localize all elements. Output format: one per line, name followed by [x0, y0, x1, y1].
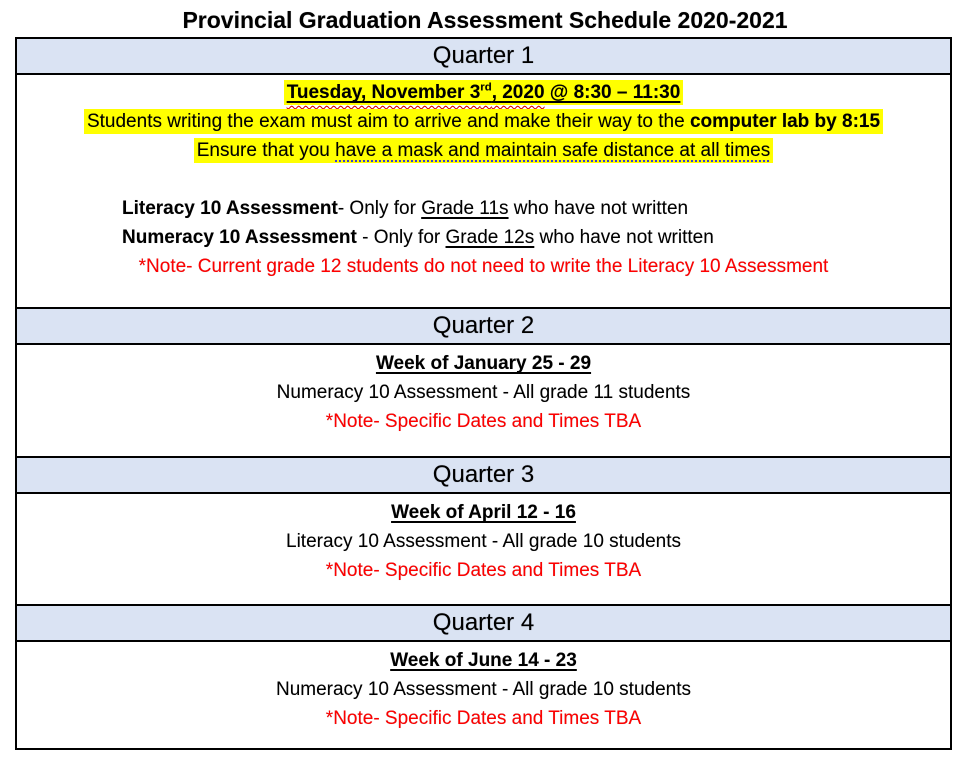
quarter-2-week: Week of January 25 - 29 [375, 353, 592, 374]
schedule-table [15, 37, 952, 750]
quarter-2-detail: Numeracy 10 Assessment - All grade 11 students [276, 382, 691, 403]
quarter-4-label: Quarter 4 [432, 609, 535, 636]
literacy-assessment-suffix: who have not written [508, 198, 689, 219]
exam-date-part1: Tuesday, November 3 [286, 82, 481, 103]
quarter-3-week: Week of April 12 - 16 [391, 502, 576, 523]
blank-line-spacer [17, 165, 950, 194]
quarter-4-week: Week of June 14 - 23 [390, 650, 577, 671]
quarter-2-header [17, 307, 950, 343]
mask-instruction-highlight [194, 138, 774, 163]
quarter-2-content [17, 343, 950, 456]
quarter-3-week-line [17, 498, 950, 527]
quarter-3-detail: Literacy 10 Assessment - All grade 10 students [286, 531, 681, 552]
exam-date-line [17, 78, 950, 107]
mask-instruction-line [17, 136, 950, 165]
literacy-assessment-grade: Grade 11s [421, 198, 509, 219]
literacy-assessment-mid: - Only for [337, 198, 422, 219]
numeracy-assessment-grade: Grade 12s [445, 227, 535, 248]
quarter-4-content [17, 640, 950, 748]
exam-date-highlight [284, 80, 684, 105]
assessment-list [17, 194, 950, 252]
page-title: Provincial Graduation Assessment Schedule 2020-2021 [182, 7, 788, 33]
arrival-instruction-bold: computer lab by 8:15 [689, 111, 881, 132]
quarter-1-label: Quarter 1 [432, 42, 535, 69]
mask-instruction-prefix: Ensure that you [196, 140, 336, 161]
numeracy-assessment-suffix: who have not written [534, 227, 714, 248]
quarter-2-note: *Note- Specific Dates and Times TBA [325, 411, 642, 432]
arrival-instruction-highlight [84, 109, 883, 134]
exam-date-ordinal: rd [480, 81, 492, 94]
numeracy-assessment-name: Numeracy 10 Assessment [122, 227, 357, 248]
numeracy-assessment-line [122, 223, 950, 252]
literacy-assessment-line [122, 194, 950, 223]
exam-date-spellcheck-part [287, 82, 545, 103]
quarter-1-header [17, 39, 950, 73]
arrival-instruction-text: Students writing the exam must aim to arrive and make their way to the [86, 111, 690, 132]
quarter-1-content [17, 73, 950, 307]
arrival-instruction-line [17, 107, 950, 136]
exam-date-part2: , 2020 [491, 82, 545, 103]
quarter-2-label: Quarter 2 [432, 312, 535, 339]
quarter-1-note: *Note- Current grade 12 students do not need to write the Literacy 10 Assessment [138, 256, 829, 277]
literacy-assessment-name: Literacy 10 Assessment [122, 198, 338, 219]
quarter-2-week-line [17, 349, 950, 378]
exam-date-time: @ 8:30 – 11:30 [544, 82, 681, 103]
quarter-3-note: *Note- Specific Dates and Times TBA [325, 560, 642, 581]
quarter-3-label: Quarter 3 [432, 461, 535, 488]
quarter-3-content [17, 492, 950, 604]
quarter-4-detail: Numeracy 10 Assessment - All grade 10 students [275, 679, 692, 700]
quarter-3-header [17, 456, 950, 492]
quarter-4-note: *Note- Specific Dates and Times TBA [325, 708, 642, 729]
quarter-4-header [17, 604, 950, 640]
quarter-4-week-line [17, 646, 950, 675]
mask-instruction-underlined: have a mask and maintain safe distance at all times [335, 140, 771, 161]
numeracy-assessment-mid: - Only for [356, 227, 446, 248]
